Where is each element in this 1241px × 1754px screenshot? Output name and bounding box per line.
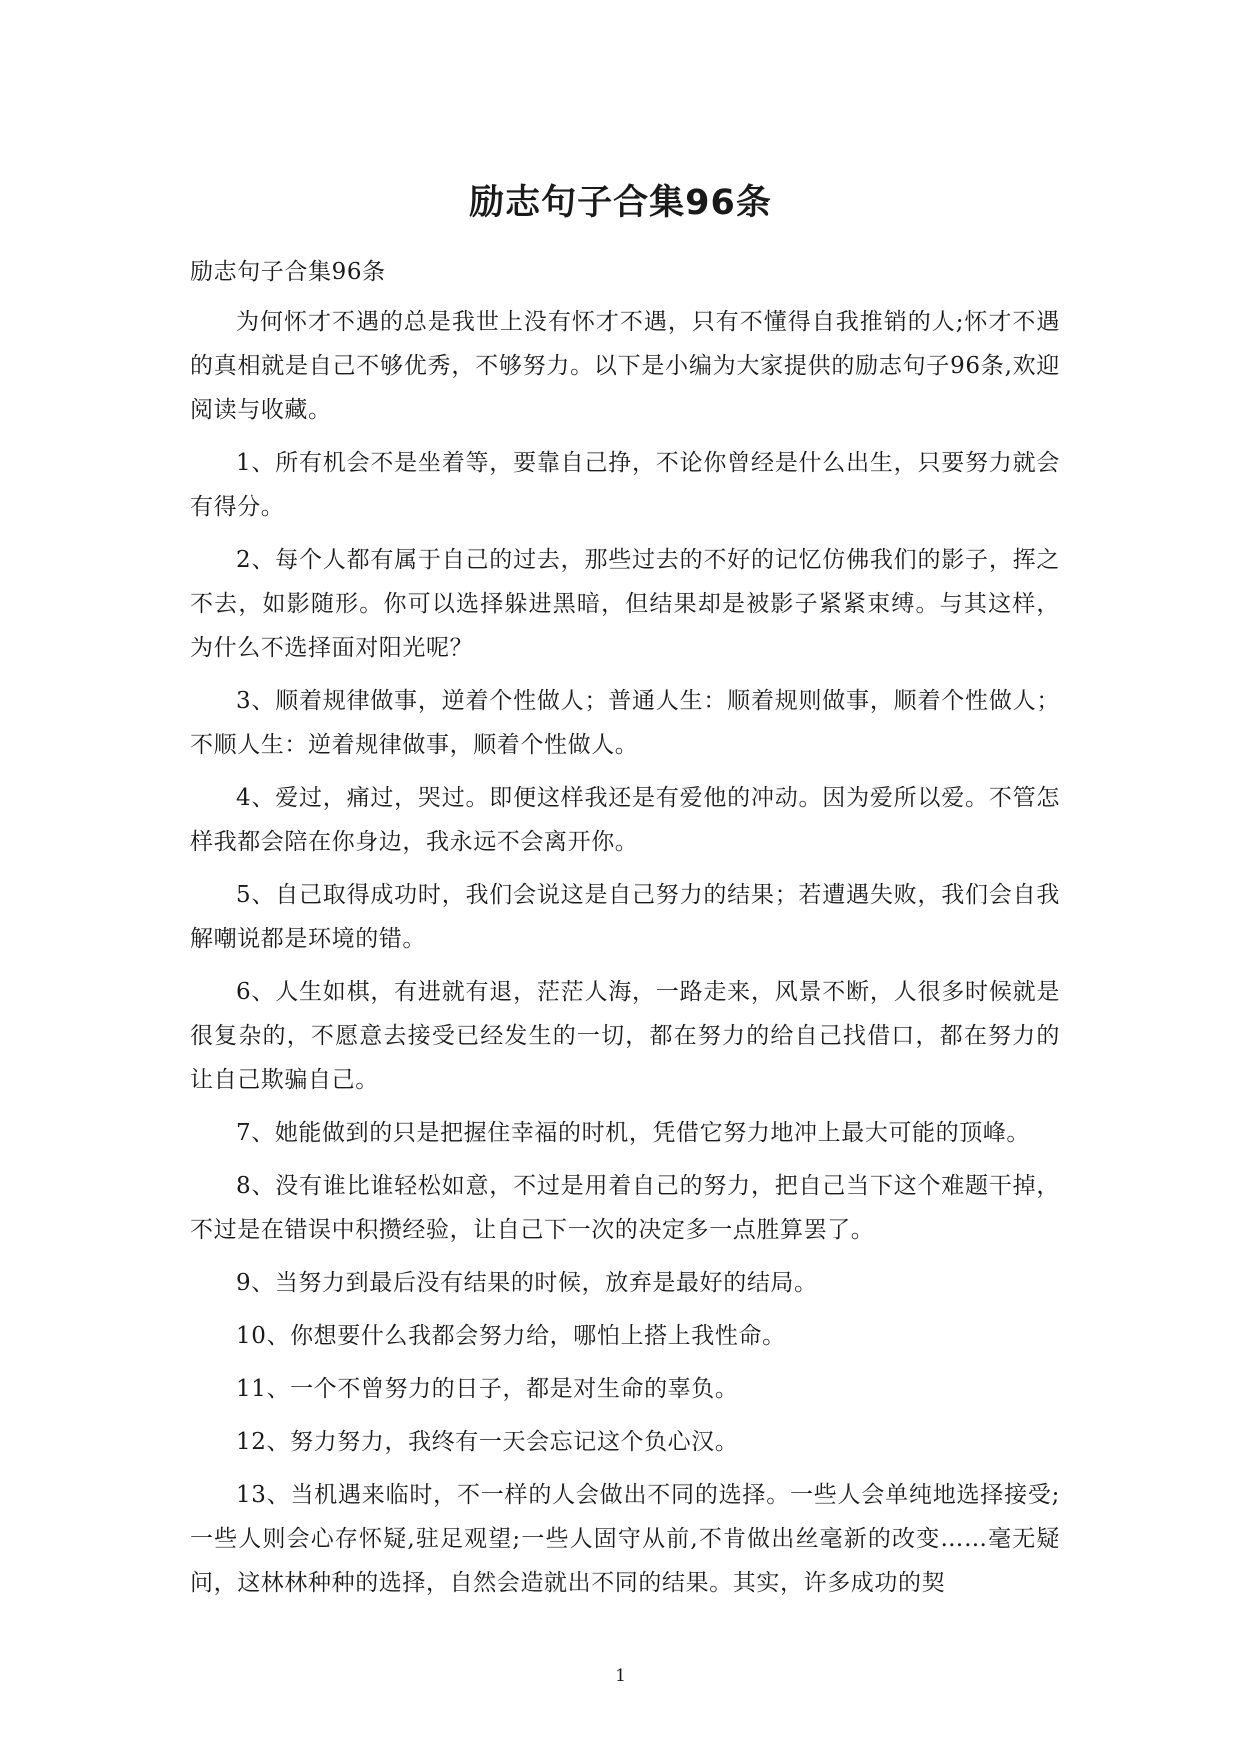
list-item: 8、没有谁比谁轻松如意，不过是用着自己的努力，把自己当下这个难题干掉，不过是在错误中积攒经验，让自己下一次的决定多一点胜算罢了。 — [190, 1173, 1060, 1243]
list-item: 9、当努力到最后没有结果的时候，放弃是最好的结局。 — [236, 1270, 818, 1296]
list-item: 10、你想要什么我都会努力给，哪怕上搭上我性命。 — [236, 1323, 786, 1349]
document-title: 励志句子合集96条 — [469, 183, 772, 223]
intro-paragraph: 为何怀才不遇的总是我世上没有怀才不遇，只有不懂得自我推销的人;怀才不遇的真相就是自己不够优秀，不够努力。以下是小编为大家提供的励志句子96条,欢迎阅读与收藏。 — [190, 309, 1060, 423]
list-item: 6、人生如棋，有进就有退，茫茫人海，一路走来，风景不断，人很多时候就是很复杂的，不愿意去接受已经发生的一切，都在努力的给自己找借口，都在努力的让自己欺骗自己。 — [190, 979, 1060, 1093]
list-item: 7、她能做到的只是把握住幸福的时机，凭借它努力地冲上最大可能的顶峰。 — [236, 1120, 1031, 1146]
document-body — [190, 250, 1060, 1614]
list-item: 3、顺着规律做事，逆着个性做人；普通人生：顺着规则做事，顺着个性做人；不顺人生：逆着规律做事，顺着个性做人。 — [190, 688, 1060, 758]
list-item: 11、一个不曾努力的日子，都是对生命的辜负。 — [236, 1376, 739, 1402]
subtitle-paragraph: 励志句子合集96条 — [190, 259, 386, 285]
list-item: 13、当机遇来临时，不一样的人会做出不同的选择。一些人会单纯地选择接受;一些人则会心存怀疑,驻足观望;一些人固守从前,不肯做出丝毫新的改变……毫无疑问，这林林种种的选择，自然会造就出不同的结果。其实，许多成功的契 — [190, 1482, 1060, 1596]
list-item: 4、爱过，痛过，哭过。即便这样我还是有爱他的冲动。因为爱所以爱。不管怎样我都会陪在你身边，我永远不会离开你。 — [190, 785, 1060, 855]
page-number: 1 — [615, 1666, 626, 1686]
list-item: 5、自己取得成功时，我们会说这是自己努力的结果；若遭遇失败，我们会自我解嘲说都是环境的错。 — [190, 882, 1060, 952]
list-item: 1、所有机会不是坐着等，要靠自己挣，不论你曾经是什么出生，只要努力就会有得分。 — [190, 450, 1060, 520]
list-item: 12、努力努力，我终有一天会忘记这个负心汉。 — [236, 1429, 739, 1455]
list-item: 2、每个人都有属于自己的过去，那些过去的不好的记忆仿佛我们的影子，挥之不去，如影随形。你可以选择躲进黑暗，但结果却是被影子紧紧束缚。与其这样，为什么不选择面对阳光呢？ — [190, 547, 1060, 661]
